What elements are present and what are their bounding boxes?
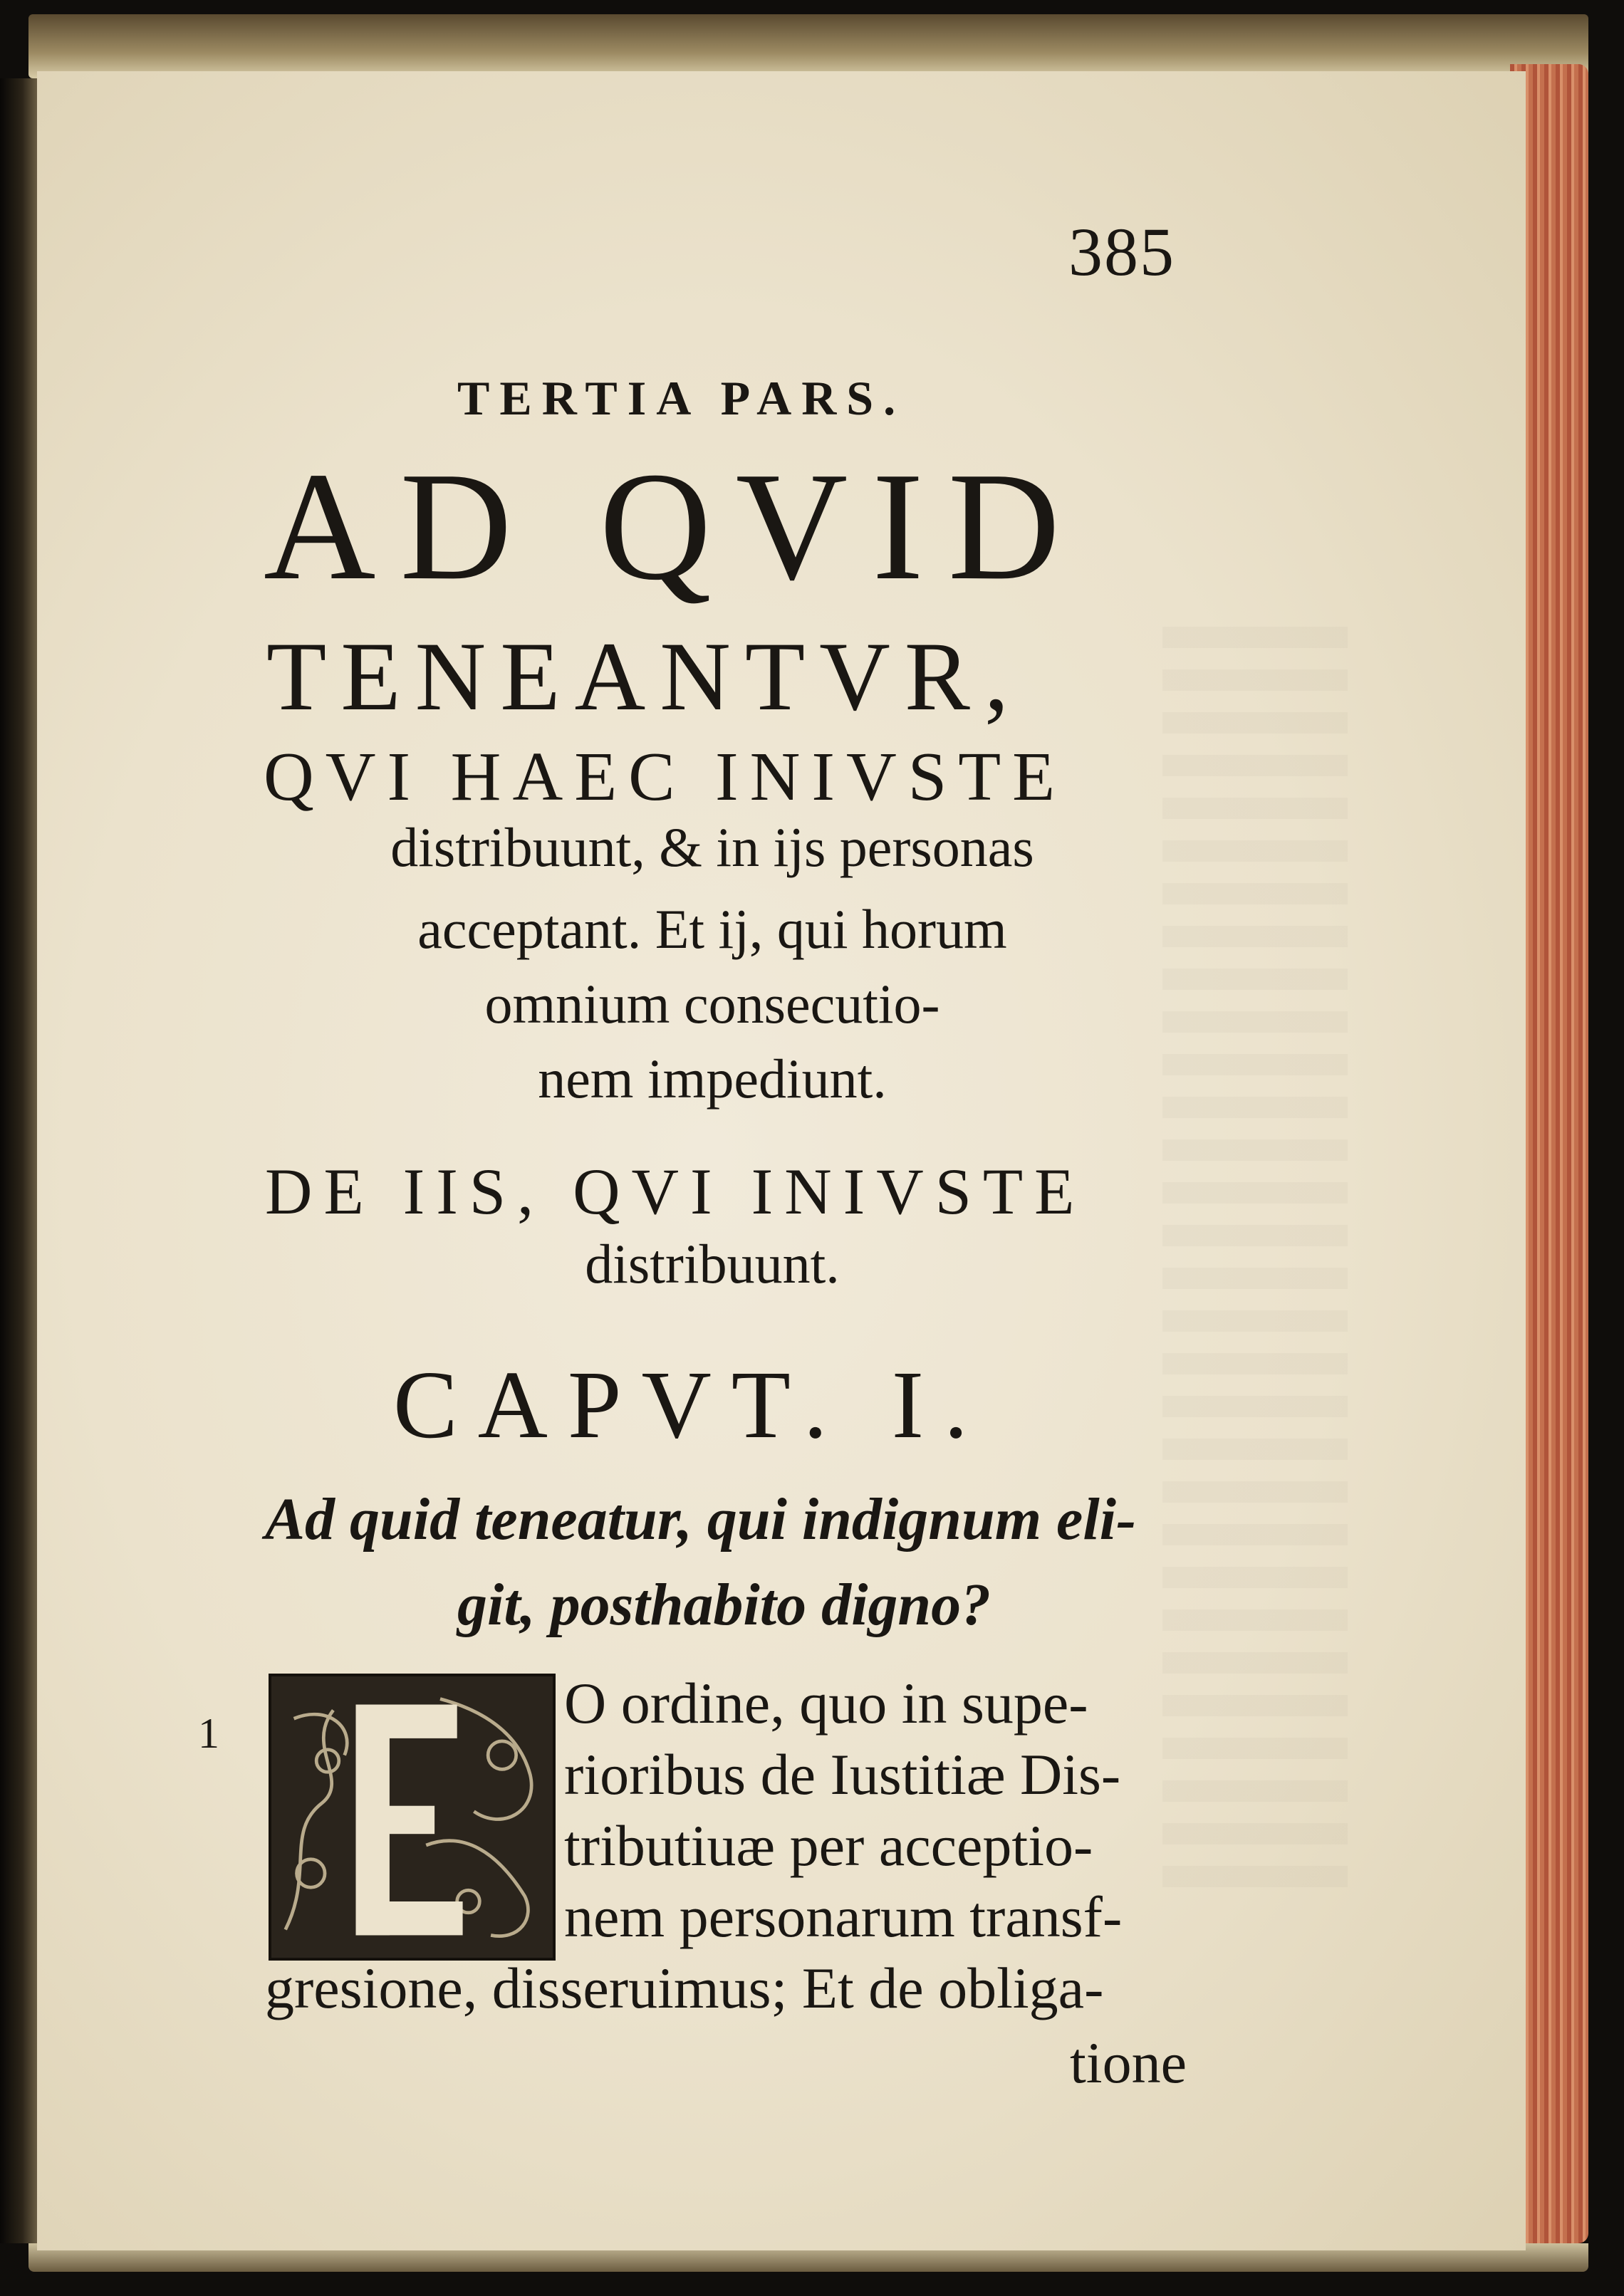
book-left-edge xyxy=(0,78,37,2243)
section-heading-line-1: DE IIS, QVI INIVSTE xyxy=(265,1155,1086,1228)
title-line-5: acceptant. Et ij, qui horum xyxy=(417,898,1007,960)
section-heading-line-2: distribuunt. xyxy=(585,1233,840,1295)
title-line-2: TENEANTVR, xyxy=(266,622,1024,731)
title-line-1: AD QVID xyxy=(264,441,1085,612)
book-top-edge xyxy=(28,14,1588,78)
body-line-1: O ordine, quo in supe- xyxy=(564,1671,1088,1736)
title-line-4: distribuunt, & in ijs personas xyxy=(390,816,1034,878)
body-line-4: nem personarum transf- xyxy=(564,1884,1123,1949)
title-line-7: nem impediunt. xyxy=(538,1048,887,1110)
chapter-question-line-1: Ad quid teneatur, qui indignum eli- xyxy=(265,1486,1136,1553)
margin-number: 1 xyxy=(198,1710,219,1757)
chapter-heading: CAPVT. I. xyxy=(393,1352,989,1459)
body-line-5: gresione, disseruimus; Et de obliga- xyxy=(265,1956,1104,2020)
running-head: TERTIA PARS. xyxy=(457,371,906,425)
catchword: tione xyxy=(1070,2030,1187,2095)
book-page xyxy=(37,71,1526,2250)
ornament-icon xyxy=(271,1676,553,1958)
page-number: 385 xyxy=(1068,214,1175,290)
title-line-3: QVI HAEC INIVSTE xyxy=(264,739,1066,815)
decorated-initial xyxy=(269,1674,556,1961)
show-through-text xyxy=(1162,627,1348,1909)
body-line-3: tributiuæ per acceptio- xyxy=(564,1813,1093,1878)
chapter-question-line-2: git, posthabito digno? xyxy=(457,1572,991,1638)
title-line-6: omnium consecutio- xyxy=(484,973,940,1035)
body-line-2: rioribus de Iustitiæ Dis- xyxy=(564,1742,1121,1807)
